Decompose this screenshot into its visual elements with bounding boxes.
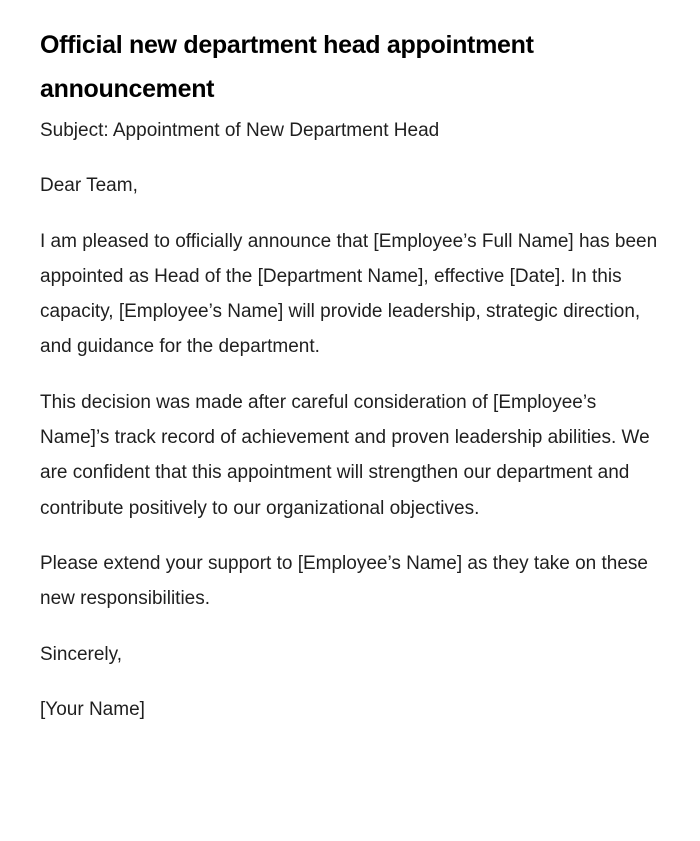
body-paragraph-2: This decision was made after careful consideration of [Employee’s Name]’s track record of achievement and proven leadership abilities. We are confident that this appointment will strengthen our department and contribute positively to our organizational objectives.	[40, 391, 650, 519]
body-paragraph-1: I am pleased to officially announce that [Employee’s Full Name] has been appointed as Head of the [Department Name], effective [Date]. In this capacity, [Employee’s Name] will provide leadership, strategic direction, and guidance for the department.	[40, 230, 658, 358]
closing: Sincerely,	[40, 643, 123, 665]
document-title: Official new department head appointment announcement	[40, 31, 534, 103]
subject-line: Subject: Appointment of New Department Head	[40, 120, 440, 141]
body-paragraph-3: Please extend your support to [Employee’s Name] as they take on these new responsibilities.	[40, 552, 648, 610]
salutation: Dear Team,	[40, 175, 138, 197]
signature: [Your Name]	[40, 698, 145, 720]
